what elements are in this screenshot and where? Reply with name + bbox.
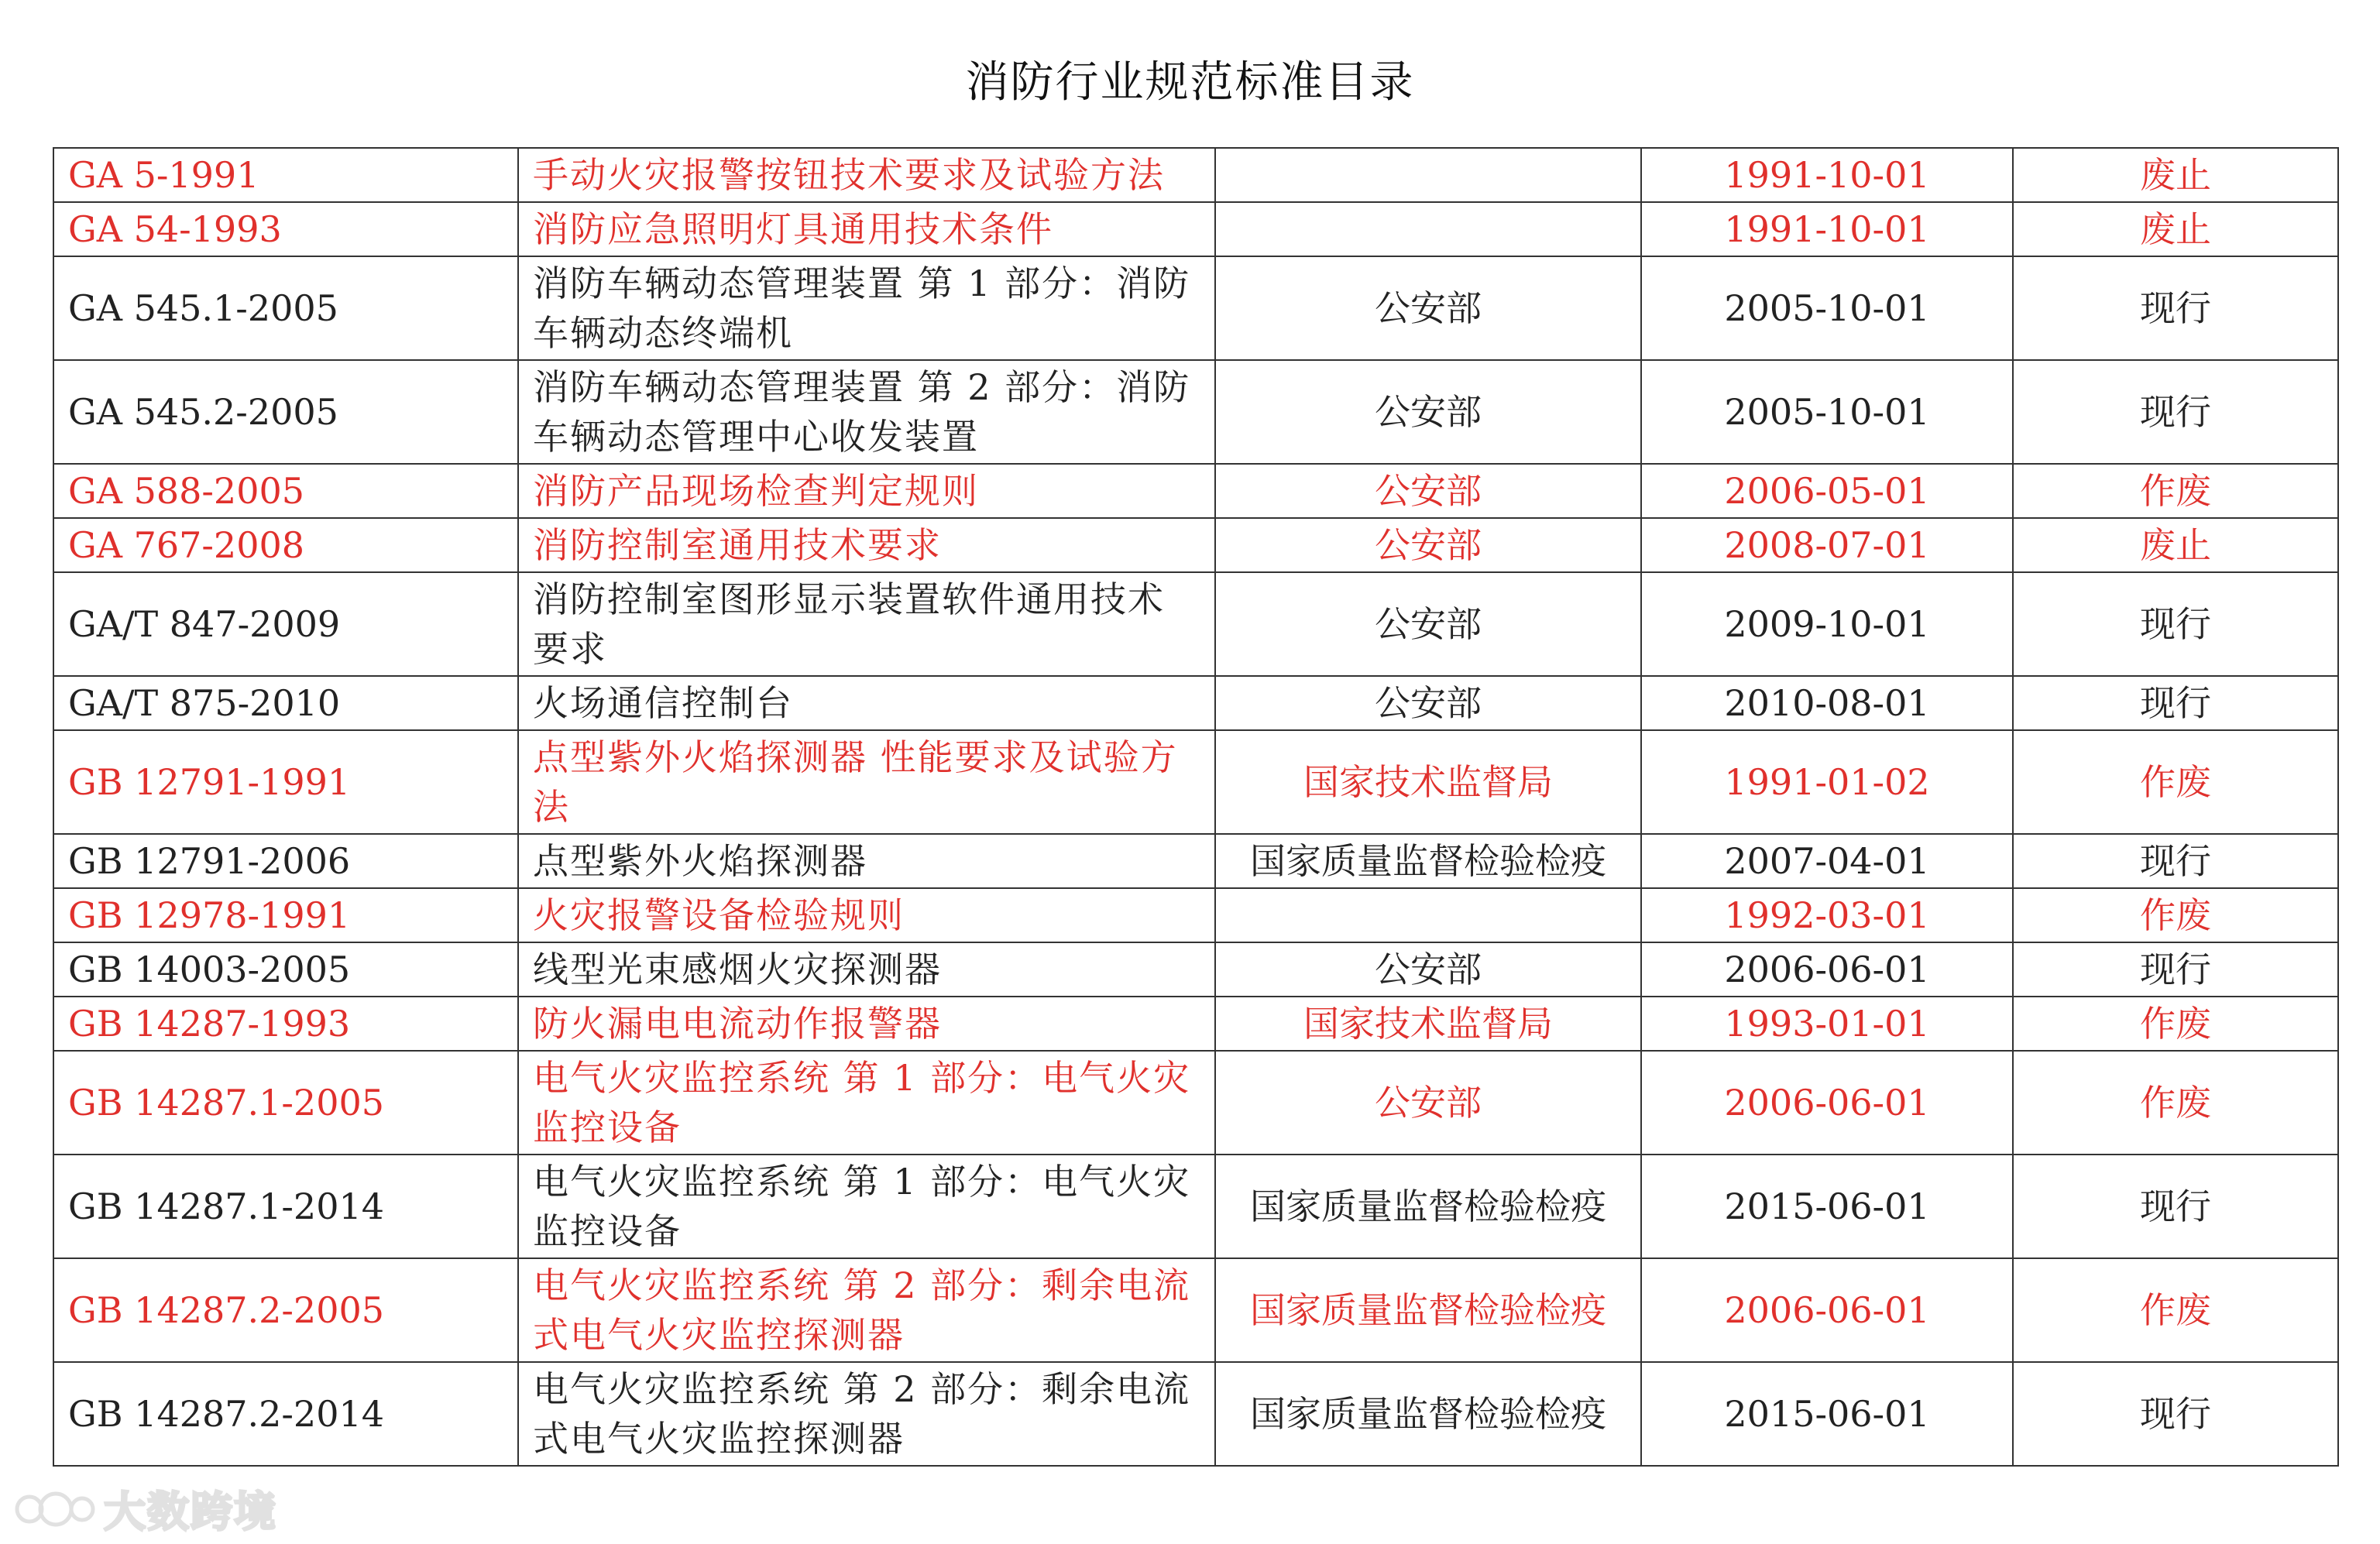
table-row xyxy=(53,1258,2338,1362)
standard-name-cell: 点型紫外火焰探测器 xyxy=(518,834,1215,888)
table-row xyxy=(53,360,2338,464)
effective-date-cell: 2006-06-01 xyxy=(1641,1051,2013,1155)
standard-name-cell: 电气火灾监控系统 第 1 部分：电气火灾监控设备 xyxy=(518,1155,1215,1258)
issuing-department-cell: 公安部 xyxy=(1215,572,1641,676)
issuing-department-cell: 公安部 xyxy=(1215,256,1641,360)
issuing-department-cell: 国家技术监督局 xyxy=(1215,997,1641,1051)
status-cell: 现行 xyxy=(2013,1155,2338,1258)
standard-code-cell: GB 12791-2006 xyxy=(53,834,518,888)
effective-date-cell: 2010-08-01 xyxy=(1641,676,2013,730)
effective-date-cell: 2009-10-01 xyxy=(1641,572,2013,676)
table-row xyxy=(53,256,2338,360)
standards-table-body xyxy=(53,148,2338,1466)
standard-name-cell: 消防车辆动态管理装置 第 2 部分：消防车辆动态管理中心收发装置 xyxy=(518,360,1215,464)
issuing-department-cell: 公安部 xyxy=(1215,676,1641,730)
effective-date-cell: 2015-06-01 xyxy=(1641,1362,2013,1466)
issuing-department-cell: 国家质量监督检验检疫 xyxy=(1215,1258,1641,1362)
standard-name-cell: 线型光束感烟火灾探测器 xyxy=(518,942,1215,997)
status-cell: 现行 xyxy=(2013,360,2338,464)
status-cell: 作废 xyxy=(2013,464,2338,518)
status-cell: 废止 xyxy=(2013,202,2338,256)
table-row xyxy=(53,464,2338,518)
effective-date-cell: 1991-10-01 xyxy=(1641,148,2013,202)
effective-date-cell: 2006-06-01 xyxy=(1641,942,2013,997)
issuing-department-cell: 公安部 xyxy=(1215,360,1641,464)
standard-code-cell: GB 12791-1991 xyxy=(53,730,518,834)
standard-name-cell: 火灾报警设备检验规则 xyxy=(518,888,1215,942)
status-cell: 作废 xyxy=(2013,1258,2338,1362)
effective-date-cell: 2005-10-01 xyxy=(1641,256,2013,360)
table-row xyxy=(53,1051,2338,1155)
issuing-department-cell: 公安部 xyxy=(1215,1051,1641,1155)
standard-code-cell: GA 54-1993 xyxy=(53,202,518,256)
status-cell: 作废 xyxy=(2013,888,2338,942)
effective-date-cell: 2006-05-01 xyxy=(1641,464,2013,518)
effective-date-cell: 2007-04-01 xyxy=(1641,834,2013,888)
standard-code-cell: GB 14287.2-2005 xyxy=(53,1258,518,1362)
table-row xyxy=(53,1155,2338,1258)
standard-name-cell: 火场通信控制台 xyxy=(518,676,1215,730)
issuing-department-cell: 国家质量监督检验检疫 xyxy=(1215,1155,1641,1258)
standard-code-cell: GB 14287.1-2014 xyxy=(53,1155,518,1258)
table-row xyxy=(53,997,2338,1051)
standard-name-cell: 消防车辆动态管理装置 第 1 部分：消防车辆动态终端机 xyxy=(518,256,1215,360)
issuing-department-cell: 国家质量监督检验检疫 xyxy=(1215,834,1641,888)
effective-date-cell: 2005-10-01 xyxy=(1641,360,2013,464)
standard-code-cell: GB 14003-2005 xyxy=(53,942,518,997)
table-row xyxy=(53,888,2338,942)
standard-code-cell: GB 14287.1-2005 xyxy=(53,1051,518,1155)
standard-code-cell: GA 5-1991 xyxy=(53,148,518,202)
table-row xyxy=(53,1362,2338,1466)
standard-name-cell: 手动火灾报警按钮技术要求及试验方法 xyxy=(518,148,1215,202)
standard-name-cell: 消防控制室通用技术要求 xyxy=(518,518,1215,572)
effective-date-cell: 2006-06-01 xyxy=(1641,1258,2013,1362)
issuing-department-cell: 公安部 xyxy=(1215,942,1641,997)
effective-date-cell: 1993-01-01 xyxy=(1641,997,2013,1051)
standard-name-cell: 消防产品现场检查判定规则 xyxy=(518,464,1215,518)
table-row xyxy=(53,202,2338,256)
issuing-department-cell: 公安部 xyxy=(1215,464,1641,518)
watermark-text: 大数跨境 xyxy=(104,1487,277,1536)
table-row xyxy=(53,518,2338,572)
status-cell: 废止 xyxy=(2013,148,2338,202)
status-cell: 现行 xyxy=(2013,834,2338,888)
standard-name-cell: 电气火灾监控系统 第 2 部分：剩余电流式电气火灾监控探测器 xyxy=(518,1362,1215,1466)
status-cell: 作废 xyxy=(2013,730,2338,834)
effective-date-cell: 2015-06-01 xyxy=(1641,1155,2013,1258)
table-row xyxy=(53,942,2338,997)
standard-name-cell: 点型紫外火焰探测器 性能要求及试验方法 xyxy=(518,730,1215,834)
standard-code-cell: GB 14287.2-2014 xyxy=(53,1362,518,1466)
issuing-department-cell: 国家技术监督局 xyxy=(1215,730,1641,834)
effective-date-cell: 1992-03-01 xyxy=(1641,888,2013,942)
table-row xyxy=(53,730,2338,834)
status-cell: 现行 xyxy=(2013,1362,2338,1466)
standard-code-cell: GA/T 875-2010 xyxy=(53,676,518,730)
standard-name-cell: 防火漏电电流动作报警器 xyxy=(518,997,1215,1051)
standard-code-cell: GA/T 847-2009 xyxy=(53,572,518,676)
status-cell: 现行 xyxy=(2013,942,2338,997)
standard-code-cell: GA 767-2008 xyxy=(53,518,518,572)
status-cell: 废止 xyxy=(2013,518,2338,572)
status-cell: 现行 xyxy=(2013,256,2338,360)
status-cell: 作废 xyxy=(2013,997,2338,1051)
effective-date-cell: 1991-10-01 xyxy=(1641,202,2013,256)
brand-logo-icon xyxy=(12,1481,98,1535)
issuing-department-cell xyxy=(1215,202,1641,256)
status-cell: 作废 xyxy=(2013,1051,2338,1155)
standard-name-cell: 消防控制室图形显示装置软件通用技术要求 xyxy=(518,572,1215,676)
issuing-department-cell: 公安部 xyxy=(1215,518,1641,572)
effective-date-cell: 1991-01-02 xyxy=(1641,730,2013,834)
standards-table xyxy=(53,147,2339,1467)
table-row xyxy=(53,834,2338,888)
effective-date-cell: 2008-07-01 xyxy=(1641,518,2013,572)
standard-code-cell: GB 14287-1993 xyxy=(53,997,518,1051)
standard-code-cell: GA 588-2005 xyxy=(53,464,518,518)
standard-name-cell: 消防应急照明灯具通用技术条件 xyxy=(518,202,1215,256)
page-title: 消防行业规范标准目录 xyxy=(965,57,1415,108)
standard-code-cell: GB 12978-1991 xyxy=(53,888,518,942)
table-row xyxy=(53,148,2338,202)
table-row xyxy=(53,676,2338,730)
standard-code-cell: GA 545.1-2005 xyxy=(53,256,518,360)
issuing-department-cell xyxy=(1215,148,1641,202)
issuing-department-cell: 国家质量监督检验检疫 xyxy=(1215,1362,1641,1466)
status-cell: 现行 xyxy=(2013,572,2338,676)
standard-code-cell: GA 545.2-2005 xyxy=(53,360,518,464)
watermark xyxy=(12,1477,277,1539)
status-cell: 现行 xyxy=(2013,676,2338,730)
standard-name-cell: 电气火灾监控系统 第 1 部分：电气火灾监控设备 xyxy=(518,1051,1215,1155)
table-row xyxy=(53,572,2338,676)
issuing-department-cell xyxy=(1215,888,1641,942)
standard-name-cell: 电气火灾监控系统 第 2 部分：剩余电流式电气火灾监控探测器 xyxy=(518,1258,1215,1362)
